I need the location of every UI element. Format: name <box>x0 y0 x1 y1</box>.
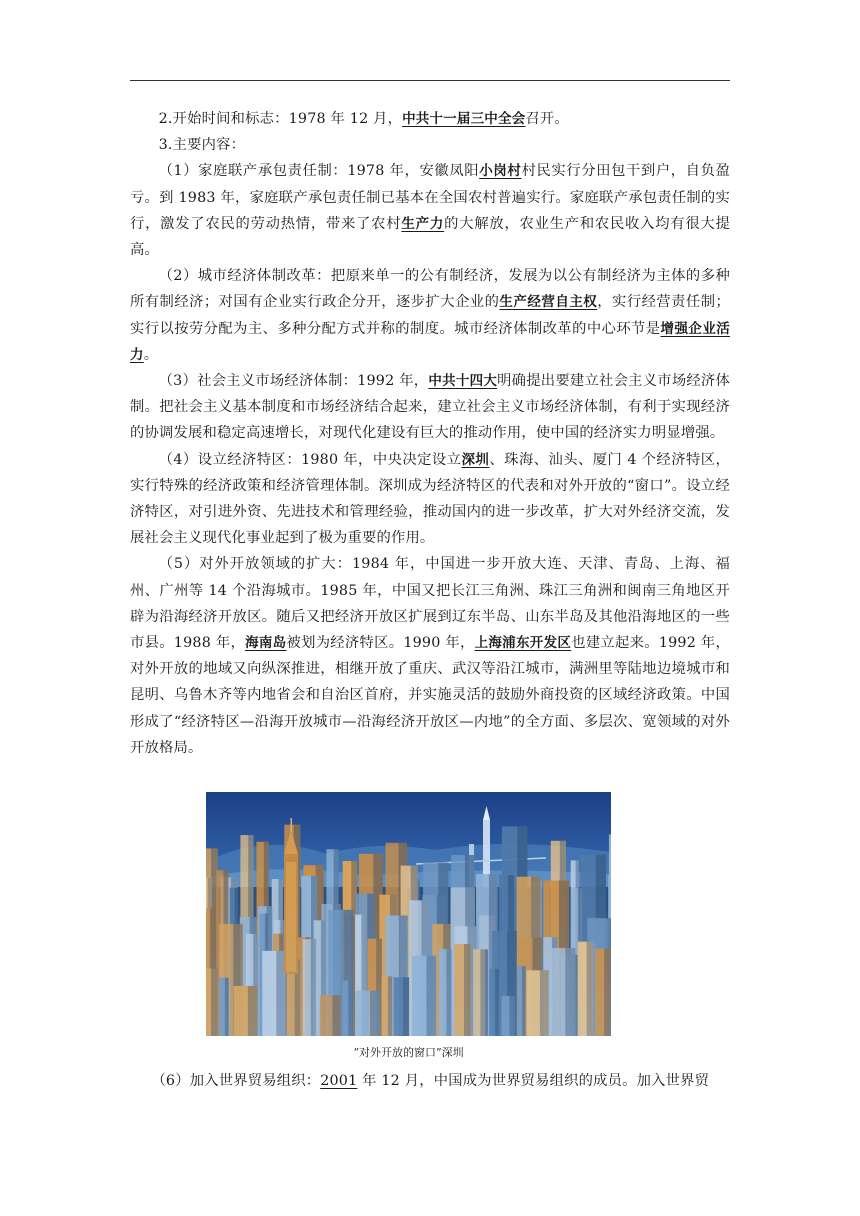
paragraph-4 <box>130 368 730 447</box>
text-run: 村民实行分田包干到户，自负盈亏。到 1983 年，家庭联产承包责任制已基本在全国农村普遍实行。家庭联产承包责任制的实行，激发了农民的劳动热情，带来了农村 <box>130 163 730 232</box>
figure-caption: “对外开放的窗口”深圳 <box>353 1046 464 1059</box>
text-run: 2.开始时间和标志：1978 年 12 月， <box>158 111 403 127</box>
text-run: ，实行经营责任制；实行以按劳分配为主、多种分配方式并称的制度。城市经济体制改革的中心环节是 <box>130 294 730 337</box>
paragraph-bottom-0 <box>130 1068 730 1094</box>
text-run: （4）设立经济特区：1980 年，中央决定设立 <box>158 451 462 468</box>
text-run: 明确提出要建立社会主义市场经济体制。把社会主义基本制度和市场经济结合起来，建立社会主义市场经济体制，有利于实现经济的协调发展和稳定高速增长，对现代化建设有巨大的推动作用，使中国的经济实力明显增强。 <box>130 373 730 442</box>
underlined-term: 2001 <box>320 1073 358 1089</box>
underlined-term: 增强企业活力 <box>130 320 731 363</box>
text-run: 也建立起来。1992 年，对外开放的地域又向纵深推进，相继开放了重庆、武汉等沿江城市，满洲里等陆地边境城市和昆明、乌鲁木齐等内地省会和自治区首府，并实施灵活的鼓励外商投资的区域经济政策。中国形成了“经济特区—沿海开放城市—沿海经济开放区—内地”的全方面、多层次、宽领域的对外开放格局。 <box>130 635 730 756</box>
paragraph-3 <box>130 263 730 368</box>
underlined-term: 深圳 <box>461 451 490 468</box>
underlined-term: 生产力 <box>401 215 445 232</box>
underlined-term: 上海浦东开发区 <box>474 635 572 652</box>
underlined-term: 生产经营自主权 <box>499 294 598 311</box>
paragraph-1 <box>130 132 730 158</box>
text-run: （3）社会主义市场经济体制：1992 年， <box>158 373 429 390</box>
text-run: （2）城市经济体制改革：把原来单一的公有制经济，发展为以公有制经济为主体的多种所有制经济；对国有企业实行政企分开，逐步扩大企业的 <box>130 268 730 311</box>
text-run: （1）家庭联产承包责任制：1978 年，安徽凤阳 <box>158 163 480 180</box>
text-run: 被划为经济特区。1990 年， <box>286 635 475 652</box>
paragraph-5 <box>130 447 730 552</box>
text-run: 年 12 月，中国成为世界贸易组织的成员。加入世界贸 <box>357 1073 710 1089</box>
underlined-term: 中共十一届三中全会 <box>402 111 526 127</box>
main-text <box>130 106 730 761</box>
underlined-term: 小岗村 <box>479 163 522 180</box>
underlined-term: 中共十四大 <box>428 373 498 390</box>
text-run: 。 <box>143 346 159 363</box>
shenzhen-photo <box>206 792 611 1036</box>
text-run: 3.主要内容： <box>158 137 246 154</box>
paragraph-2 <box>130 158 730 263</box>
paragraph-6 <box>130 551 730 761</box>
paragraph-0 <box>130 106 730 132</box>
header-rule <box>130 80 730 81</box>
text-run: 、珠海、汕头、厦门 4 个经济特区，实行特殊的经济政策和经济管理体制。深圳成为经济特区的代表和对外开放的“窗口”。设立经济特区，对引进外资、先进技术和管理经验，推动国内的进一步改革，扩大对外经济交流，发展社会主义现代化事业起到了极为重要的作用。 <box>130 451 731 547</box>
text-run: 召开。 <box>525 111 569 127</box>
bottom-paragraph <box>130 1068 730 1094</box>
underlined-term: 海南岛 <box>245 635 287 652</box>
text-run: （5）对外开放领域的扩大：1984 年，中国进一步开放大连、天津、青岛、上海、福州、广州等 14 个沿海城市。1985 年，中国又把长江三角洲、珠江三角洲和闽南三角地区开辟为沿海经济开放区。随后又把经济开放区扩展到辽东半岛、山东半岛及其他沿海地区的一些市县。1988 年， <box>130 556 730 652</box>
text-run: 的大解放，农业生产和农民收入均有很大提高。 <box>130 215 730 259</box>
text-run: （6）加入世界贸易组织： <box>151 1073 321 1089</box>
